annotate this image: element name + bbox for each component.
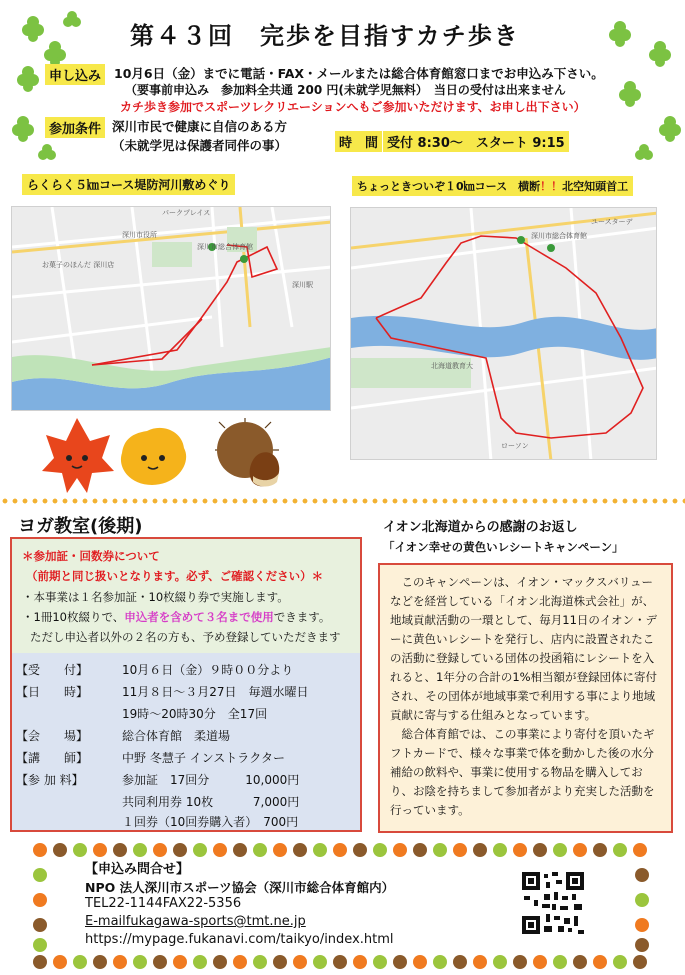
- course-5km-map-svg: [12, 207, 331, 411]
- contact-email-link[interactable]: E-mailfukagawa-sports@tmt.ne.jp: [85, 914, 306, 929]
- yoga-notice-panel: [12, 539, 360, 653]
- course-10km-title: [352, 176, 633, 196]
- yoga-row-value: 19時～20時30分 全17回: [122, 707, 268, 721]
- svg-text:深川駅: 深川駅: [292, 281, 313, 289]
- yoga-row-value: 中野 冬慧子 インストラクター: [122, 751, 286, 765]
- time-label: 時 間: [335, 131, 382, 152]
- apply-label: 申し込み: [45, 64, 105, 85]
- yoga-row-value: 10月６日（金）９時００分より: [122, 663, 294, 677]
- yoga-row-label: 【参 加 料】: [16, 773, 84, 787]
- yoga-notice-sub: （前期と同じ扱いとなります。必ず、ご確認ください）＊: [26, 569, 324, 583]
- apply-line-2: （要事前申込み 参加料全共通 200 円(未就学児無料） 当日の受付は出来ません: [125, 83, 566, 97]
- section-divider: [0, 497, 685, 505]
- course-5km-map: [11, 206, 331, 411]
- course-10km-map: [350, 207, 657, 460]
- svg-text:深川市総合体育館: 深川市総合体育館: [531, 232, 587, 240]
- svg-text:お菓子のほんだ 深川店: お菓子のほんだ 深川店: [42, 261, 115, 269]
- contact-org: NPO 法人深川市スポーツ協会（深川市総合体育館内）: [85, 880, 395, 895]
- svg-text:深川市総合体育館: 深川市総合体育館: [197, 243, 253, 251]
- aeon-subtitle: 「イオン幸せの黄色いレシートキャンペーン」: [383, 540, 624, 554]
- yoga-row-label: 【講 師】: [16, 751, 89, 765]
- contact-tel-fax: TEL22-1144FAX22-5356: [85, 896, 242, 911]
- page-title: 第４３回 完歩を目指すカチ歩き: [130, 22, 520, 50]
- yoga-info-box: [10, 537, 362, 832]
- condition-line-1: 深川市民で健康に自信のある方: [112, 119, 288, 134]
- condition-label: 参加条件: [45, 117, 105, 138]
- aeon-paragraph-2: 総合体育館では、この事業により寄付を頂いたギフトカードで、様々な事業で体を動かした後の水分補給の飲料や、事業に使用する物品を購入しており、お陰を持ちまして参加者がより充実した活動を行っています。: [390, 727, 655, 817]
- course-10km-title-b: ！！: [540, 180, 563, 193]
- svg-text:ユースターデ: ユースターデ: [591, 218, 633, 226]
- svg-text:深川市役所: 深川市役所: [122, 231, 157, 239]
- yoga-title: ヨガ教室(後期): [18, 516, 143, 537]
- yoga-row-label: 【受 付】: [16, 663, 89, 677]
- chestnut-characters-icon: [215, 418, 285, 490]
- aeon-campaign-box: [378, 563, 673, 833]
- time-value: 受付 8:30～ スタート 9:15: [383, 131, 569, 152]
- autumn-leaf-characters-icon: [42, 413, 192, 495]
- yoga-bullet-1: ・本事業は１名参加証・10枚綴り券で実施します。: [22, 590, 289, 604]
- aeon-paragraph-1: このキャンペーンは、イオン・マックスバリューなどを経営している「イオン北海道株式会社」が、地域貢献活動の一環として、毎月11日のイオン・デーに黄色いレシートを発行し、店内に設置されたこの活動に登録している団体の投函箱にレシートを入れると、1年分の合計の1%相当額が登録団体に寄付され、その団体が地域事業で利用する事により地域貢献に寄与する仕組みとなっています。: [390, 575, 658, 722]
- yoga-bullet-2-c: できます。: [273, 610, 331, 624]
- aeon-title: イオン北海道からの感謝のお返し: [383, 520, 578, 535]
- yoga-bullet-2: [22, 609, 330, 625]
- yoga-row-label: 【日 時】: [16, 685, 89, 699]
- yoga-schedule-panel: [12, 653, 360, 830]
- yoga-row-value: １回券（10回券購入者） 700円: [122, 815, 299, 829]
- course-10km-title-c: 北空知頭首工: [562, 180, 629, 193]
- course-10km-map-svg: [351, 208, 657, 460]
- yoga-bullet-3: ただし申込者以外の２名の方も、予め登録していただきます: [30, 630, 341, 644]
- apply-line-3: カチ歩き参加でスポーツレクリエーションへもご参加いただけます、お申し出下さい）: [120, 100, 586, 114]
- yoga-row-value: 共同利用券 10枚 7,000円: [122, 795, 300, 809]
- course-5km-title: らくらく５㎞コース堤防河川敷めぐり: [22, 174, 235, 195]
- contact-section: [30, 840, 655, 970]
- clover-decoration-right-icon: [595, 20, 685, 170]
- yoga-row-value: 参加証 17回分 10,000円: [122, 773, 300, 787]
- svg-text:パークプレイス: パークプレイス: [162, 209, 211, 217]
- qr-code-icon[interactable]: [520, 870, 586, 936]
- yoga-bullet-2-a: ・1冊10枚綴りで、: [22, 610, 125, 624]
- svg-text:北海道教育大: 北海道教育大: [431, 362, 473, 370]
- yoga-notice-title: ＊参加証・回数券について: [22, 549, 160, 563]
- yoga-row-value: 総合体育館 柔道場: [122, 729, 231, 743]
- yoga-row-value: 11月８日～３月27日 毎週水曜日: [122, 685, 309, 699]
- course-10km-title-a: ちょっときついぞ１0㎞コース 横断: [357, 180, 541, 193]
- apply-line-1: 10月6日（金）までに電話・FAX・メールまたは総合体育館窓口までお申込み下さい。: [114, 66, 604, 81]
- contact-website-link[interactable]: https://mypage.fukanavi.com/taikyo/index.html: [85, 932, 394, 947]
- condition-line-2: （未就学児は保護者同伴の事）: [112, 138, 288, 153]
- svg-text:ローソン: ローソン: [501, 442, 529, 450]
- contact-title: 【申込み問合せ】: [85, 862, 190, 877]
- yoga-bullet-2-b: 申込者を含めて３名まで使用: [124, 610, 274, 624]
- yoga-row-label: 【会 場】: [16, 729, 89, 743]
